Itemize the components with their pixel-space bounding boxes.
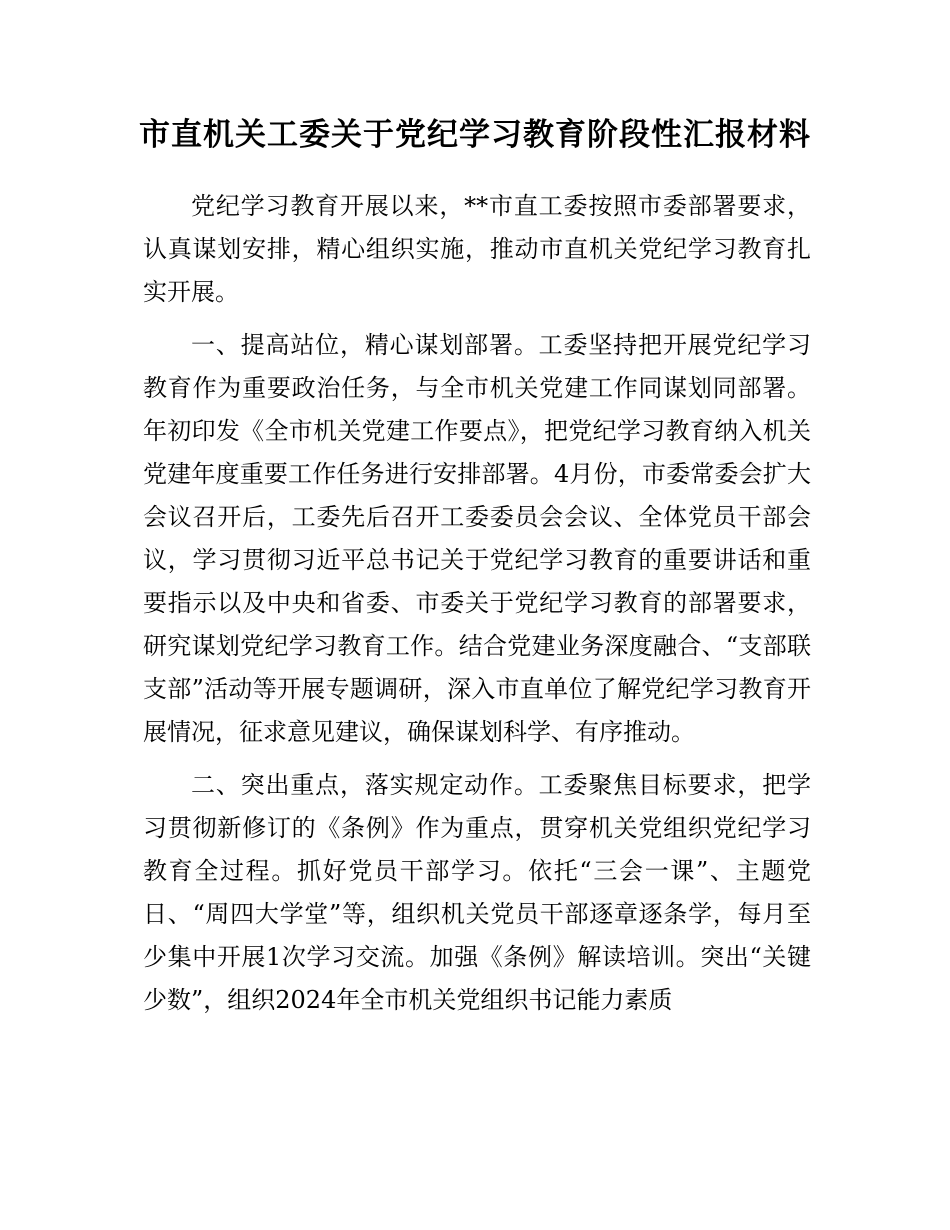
- paragraph-section-two: 二、突出重点，落实规定动作。工委聚焦目标要求，把学习贯彻新修订的《条例》作为重点，贯穿机关党组织党纪学习教育全过程。抓好党员干部学习。依托“三会一课”、主题党日、“周四大学堂”等，组织机关党员干部逐章逐条学，每月至少集中开展1次学习交流。加强《条例》解读培训。突出“关键少数”，组织2024年全市机关党组织书记能力素质: [143, 771, 811, 1014]
- document-title: 市直机关工委关于党纪学习教育阶段性汇报材料: [139, 117, 811, 153]
- paragraph-intro: 党纪学习教育开展以来，**市直工委按照市委部署要求，认真谋划安排，精心组织实施，推动市直机关党纪学习教育扎实开展。: [143, 192, 811, 306]
- document-body: [143, 185, 811, 1032]
- paragraph-section-one: 一、提高站位，精心谋划部署。工委坚持把开展党纪学习教育作为重要政治任务，与全市机关党建工作同谋划同部署。年初印发《全市机关党建工作要点》，把党纪学习教育纳入机关党建年度重要工作任务进行安排部署。4月份，市委常委会扩大会议召开后，工委先后召开工委委员会会议、全体党员干部会议，学习贯彻习近平总书记关于党纪学习教育的重要讲话和重要指示以及中央和省委、市委关于党纪学习教育的部署要求，研究谋划党纪学习教育工作。结合党建业务深度融合、“支部联支部”活动等开展专题调研，深入市直单位了解党纪学习教育开展情况，征求意见建议，确保谋划科学、有序推动。: [143, 331, 811, 746]
